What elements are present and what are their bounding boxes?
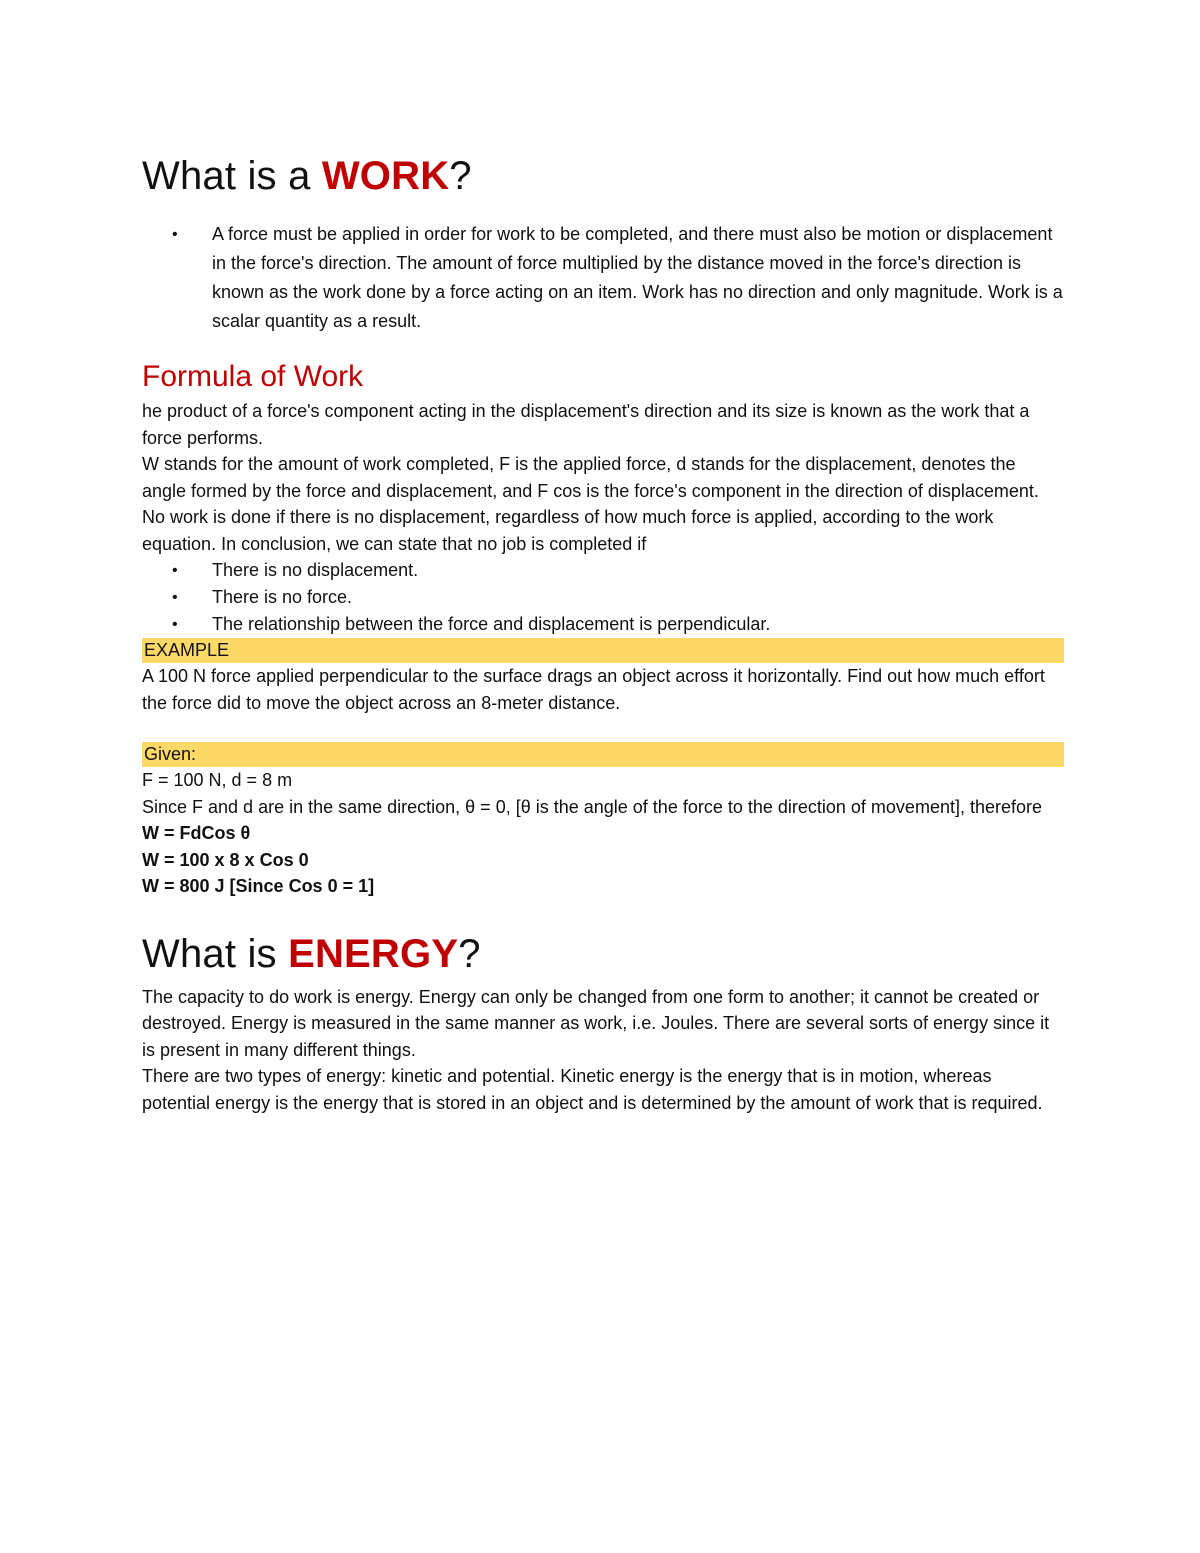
list-item [142,584,1064,611]
work-definition-list [142,220,1064,336]
list-item [142,220,1064,336]
example-problem: A 100 N force applied perpendicular to the surface drags an object across it horizontally. Find out how much effort the force did to move the object across an 8-meter distance. [142,666,1045,713]
energy-title [142,930,1064,978]
energy-paragraph: There are two types of energy: kinetic and potential. Kinetic energy is the energy that is in motion, whereas potential energy is the energy that is stored in an object and is determined by the amount of work that is required. [142,1066,1043,1113]
formula-paragraph: he product of a force's component acting in the displacement's direction and its size is known as the work that a force performs. [142,401,1030,448]
spacer [142,716,1064,742]
energy-title-prefix: What is [142,931,289,976]
bullet-icon: • [172,616,178,633]
work-title-accent: WORK [321,154,450,198]
condition-text: The relationship between the force and displacement is perpendicular. [212,614,771,634]
direction-note: Since F and d are in the same direction, θ = 0, [θ is the angle of the force to the direction of movement], therefore [142,796,1043,817]
energy-paragraph: The capacity to do work is energy. Energy can only be changed from one form to another; it cannot be created or destroyed. Energy is measured in the same manner as work, i.e. Joules. There are several sorts of energy since it is present in many different things. [142,986,1050,1060]
formula-heading: Formula of Work [142,360,364,393]
energy-title-accent: ENERGY [288,931,459,976]
formula-paragraph: No work is done if there is no displacement, regardless of how much force is applied, according to the work equation. In conclusion, we can state that no job is completed if [142,507,994,554]
bullet-icon: • [172,226,178,243]
list-item [142,611,1064,638]
given-values: F = 100 N, d = 8 m [142,770,293,790]
condition-text: There is no force. [212,587,353,607]
formula-paragraph: W stands for the amount of work completed, F is the applied force, d stands for the displacement, denotes the angle formed by the force and displacement, and F cos is the force's component in the direction of displacement. [142,454,1039,501]
equation-step-1: W = FdCos θ [142,823,251,843]
bullet-icon: • [172,589,178,606]
work-title-prefix: What is a [142,154,322,198]
equation-step-3: W = 800 J [Since Cos 0 = 1] [142,876,375,896]
document-page [142,140,1064,1116]
list-item [142,557,1064,584]
given-label: Given: [142,742,1064,767]
work-definition-text: A force must be applied in order for work to be completed, and there must also be motion or displacement in the force's direction. The amount of force multiplied by the distance moved in the force's direction is known as the work done by a force acting on an item. Work has no direction and only magnitude. Work is a scalar quantity as a result. [212,224,1063,331]
bullet-icon: • [172,562,178,579]
no-work-conditions-list [142,557,1064,638]
equation-step-2: W = 100 x 8 x Cos 0 [142,849,309,870]
condition-text: There is no displacement. [212,560,419,580]
work-title-suffix: ? [449,154,472,198]
energy-title-suffix: ? [458,931,481,976]
work-title [142,152,1064,200]
example-label: EXAMPLE [142,638,1064,663]
